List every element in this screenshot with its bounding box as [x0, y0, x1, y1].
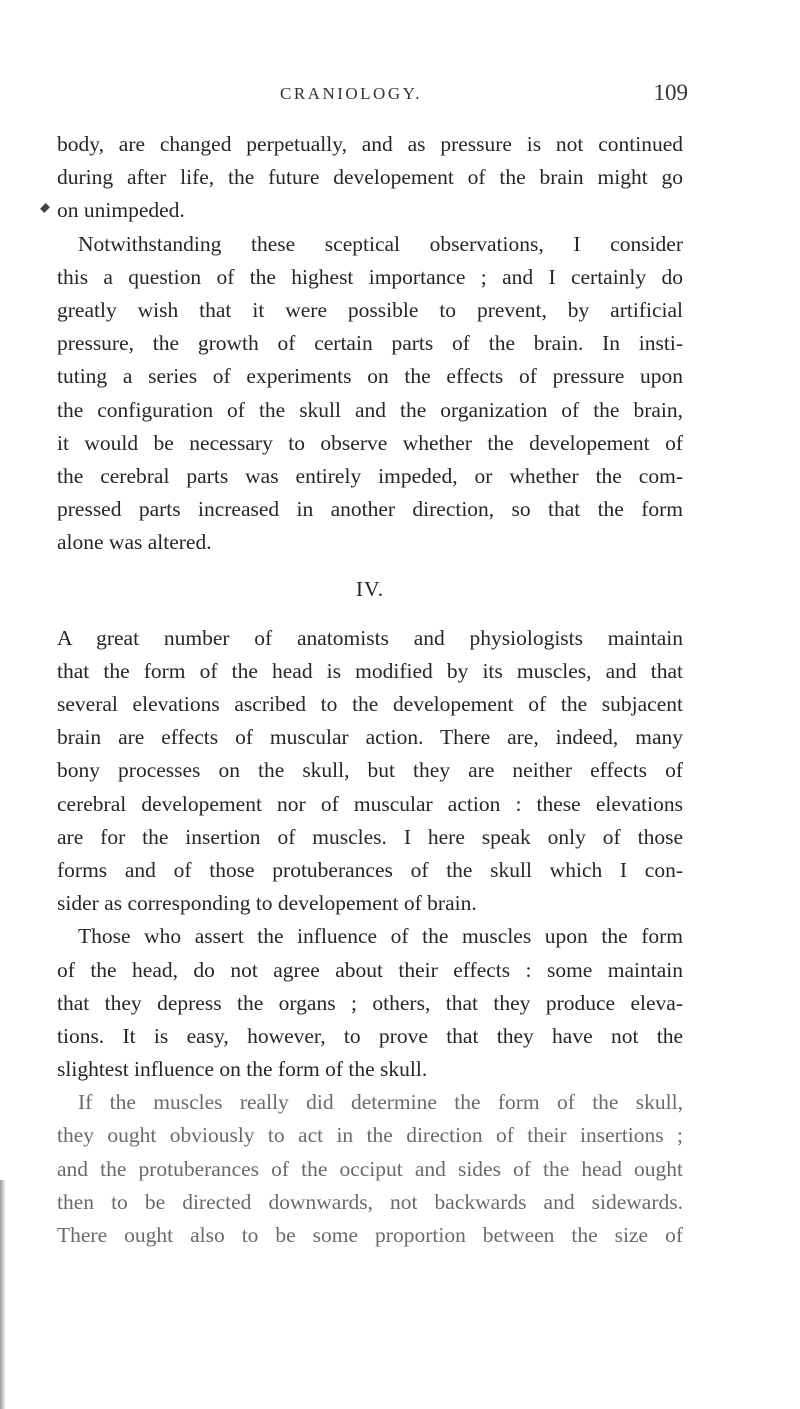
text-line: that they depress the organs ; others, that they produce eleva-	[57, 990, 683, 1015]
text-line: during after life, the future developement of the brain might go	[57, 165, 683, 190]
text-line: There ought also to be some proportion between the size of	[57, 1223, 683, 1247]
text-line: greatly wish that it were possible to prevent, by artificial	[57, 297, 683, 322]
text-line: If the muscles really did determine the form of the skull,	[78, 1090, 683, 1115]
text-line: the configuration of the skull and the organization of the brain,	[57, 397, 683, 422]
running-head: CRANIOLOGY.	[280, 84, 422, 103]
text-line: tuting a series of experiments on the effects of pressure upon	[57, 364, 683, 389]
text-line: of the head, do not agree about their effects : some maintain	[57, 957, 683, 982]
text-line: pressed parts increased in another direction, so that the form	[57, 497, 683, 522]
paragraph	[57, 228, 683, 560]
text-line: alone was altered.	[57, 530, 212, 555]
text-line: Those who assert the influence of the muscles upon the form	[78, 924, 683, 949]
paragraph	[57, 1086, 683, 1252]
text-line: brain are effects of muscular action. There are, indeed, many	[57, 725, 683, 750]
text-line: body, are changed perpetually, and as pressure is not continued	[57, 132, 683, 156]
text-line: and the protuberances of the occiput and sides of the head ought	[57, 1156, 683, 1181]
text-line: Notwithstanding these sceptical observations, I consider	[78, 231, 683, 256]
text-line: they ought obviously to act in the direction of their insertions ;	[57, 1123, 683, 1148]
binding-shadow	[0, 1180, 6, 1409]
text-line: slightest influence on the form of the skull.	[57, 1057, 428, 1082]
text-line: the cerebral parts was entirely impeded, or whether the com-	[57, 463, 683, 488]
text-line: then to be directed downwards, not backwards and sidewards.	[57, 1189, 683, 1214]
text-line: forms and of those protuberances of the skull which I con-	[57, 857, 683, 882]
text-line: A great number of anatomists and physiologists maintain	[57, 625, 683, 650]
text-line: that the form of the head is modified by its muscles, and that	[57, 658, 683, 683]
text-line: pressure, the growth of certain parts of the brain. In insti-	[57, 331, 683, 356]
text-line: sider as corresponding to developement of brain.	[57, 891, 477, 916]
text-line: it would be necessary to observe whether the developement of	[57, 430, 683, 455]
paragraph	[57, 622, 683, 921]
text-line: are for the insertion of muscles. I here speak only of those	[57, 824, 683, 849]
page-header	[250, 80, 690, 114]
text-line: tions. It is easy, however, to prove that they have not the	[57, 1023, 683, 1048]
paragraph	[57, 920, 683, 1086]
text-line: bony processes on the skull, but they are neither effects of	[57, 758, 683, 783]
print-speck-icon	[40, 203, 50, 213]
body-text	[57, 128, 683, 1252]
text-line: several elevations ascribed to the developement of the subjacent	[57, 692, 683, 716]
paragraph	[57, 128, 683, 228]
text-line: cerebral developement nor of muscular action : these elevations	[57, 791, 683, 816]
section-heading: IV.	[355, 577, 385, 602]
page-number: 109	[653, 80, 688, 105]
text-line: on unimpeded.	[57, 198, 185, 223]
text-line: this a question of the highest importance ; and I certainly do	[57, 264, 683, 289]
